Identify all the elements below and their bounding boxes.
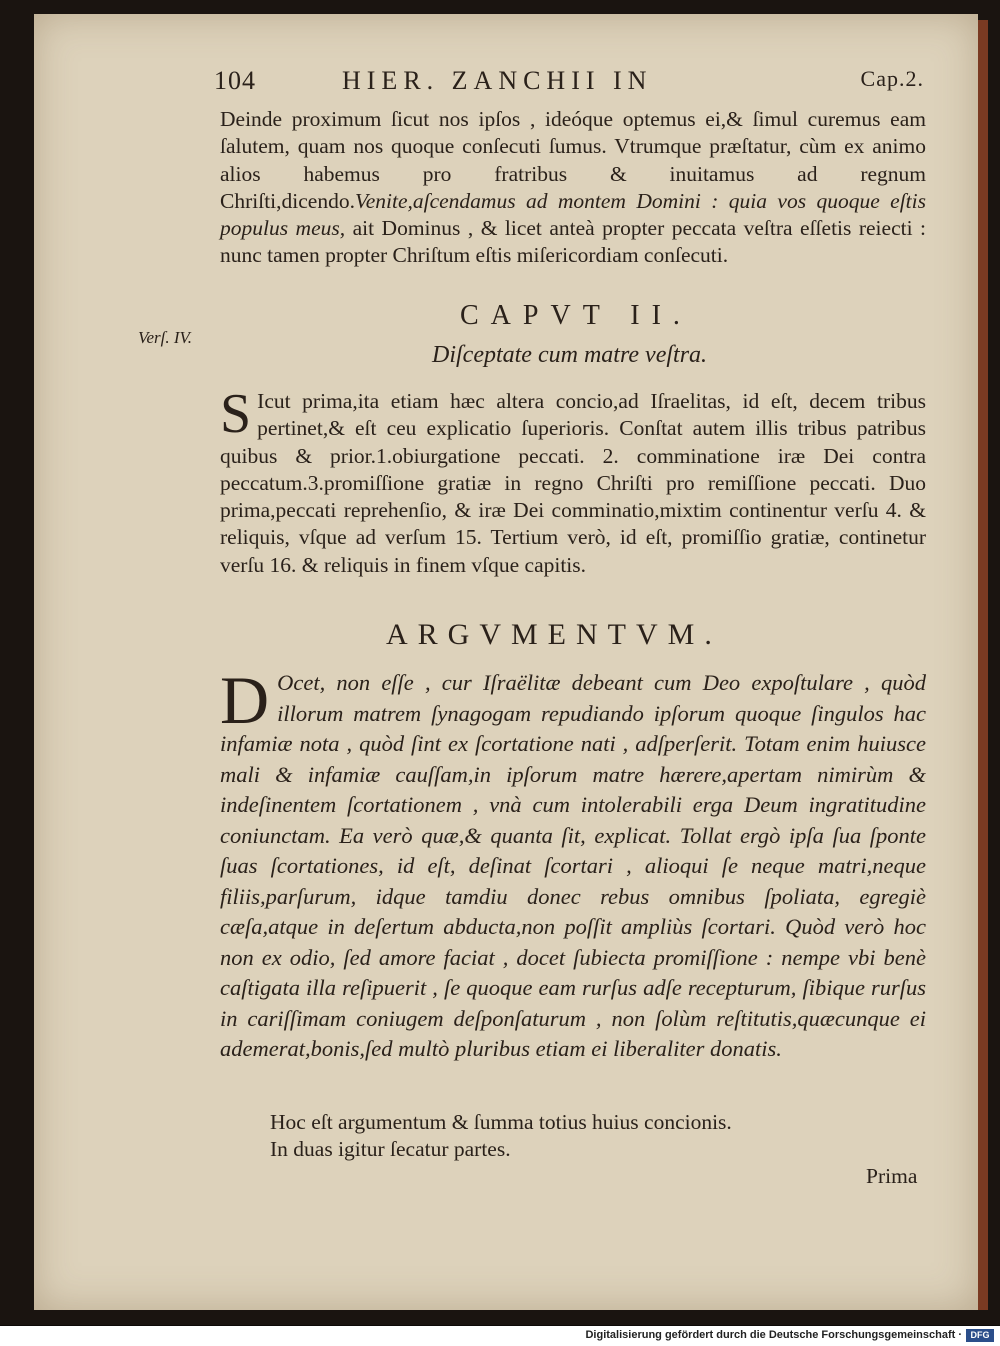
top-paragraph-text-b: ait Dominus , & licet anteà propter peccata veſtra eſſetis reiecti : nunc tamen propter Chriſtum eſtis miſericordiam conſecuti. [220,216,926,268]
footer-bar [0,1326,1000,1346]
top-paragraph [220,106,926,270]
funding-credit: Digitalisierung gefördert durch die Deutsche Forschungsgemeinschaft · [585,1329,962,1341]
running-head [214,66,924,100]
drop-cap-d: D [220,662,270,738]
argumentum-paragraph [220,662,926,1065]
chapter-label: Cap.2. [860,66,924,91]
page-number: 104 [214,66,256,95]
caput-heading: CAPVT II. [460,300,692,331]
argumentum-paragraph-text: Ocet, non eſſe , cur Iſraëlitæ debeant cum Deo expoſtulare , quòd illorum matrem ſynagogam repudiando ipſorum quoque ſingulos hac infamiæ nota , quòd ſint ex ſcortatione nati , adſperſerit. Totam enim huiusce mali & infamiæ cauſſam,in ipſorum matre hærere,apertam nimirùm & indeſinentem ſcortationem , vnà cum intolerabili erga Deum ingratitudine coniunctam. Ea verò quæ,& quanta ſit, explicat. Tollat ergò ipſa ſua ſponte ſuas ſcortationes, id eſt, deſinat ſcortari , alioqui ſe neque matri,neque filiis,parſurum, idque tamdiu donec rebus omnibus ſpoliata, egregiè cæſa,atque in deſertum abducta,non poſſit ampliùs ſcortari. Quòd verò hoc non ex odio, ſed amore faciat , docet ſubiecta promiſſione : nempe vbi benè caſtigata illa reſipuerit , ſe quoque eam rurſus adſe recepturum, ſibique rurſus in cariſſimam coniugem deſponſaturum , non ſolùm reſtitutis,quæcunque ei ademerat,bonis,ſed multò pluribus etiam ei liberaliter donatis. [220,670,926,1061]
catchword: Prima [866,1164,918,1188]
page-edge [978,20,988,1310]
top-paragraph-text-a: Deinde proximum ſicut nos ipſos , ideóque optemus ei,& ſimul curemus eam ſalutem, quam nos quoque conſecuti ſumus. Vtrumque præſtatur, cùm ex animo alios habemus pro fratribus & inuitamus ad regnum Chriſti,dicendo. [220,107,926,213]
margin-note: Verſ. IV. [138,328,192,347]
closing-line-2: In duas igitur ſecatur partes. [270,1137,511,1161]
sicut-paragraph-text: Icut prima,ita etiam hæc altera concio,ad Iſraelitas, id eſt, decem tribus pertinet,& eſt ceu explicatio ſuperioris. Conſtat autem illis tribus patribus quibus & prior.1.obiurgatione peccati. 2. comminatione iræ Dei contra peccatum.3.promiſſione gratiæ in regno Chriſti pro remiſſione peccati. Duo prima,peccati reprehenſio, & iræ Dei comminatio,mixtim continentur verſu 4. & reliquis, vſque ad verſum 15. Tertium verò, id eſt, promiſſio gratiæ, continetur verſu 16. & reliquis in finem vſque capitis. [220,389,926,577]
closing-line-1: Hoc eſt argumentum & ſumma totius huius concionis. [270,1110,732,1134]
dfg-logo: DFG [966,1329,994,1342]
running-title: HIER. ZANCHII IN [342,66,653,95]
sicut-paragraph [220,383,926,579]
drop-cap-s: S [220,383,252,445]
top-paragraph-quote: Venite,aſcendamus ad montem Domini : quia vos quoque eſtis populus meus, [220,188,926,241]
argumentum-heading: ARGVMENTVM. [386,618,722,651]
caput-subheading: Diſceptate cum matre veſtra. [432,342,708,368]
